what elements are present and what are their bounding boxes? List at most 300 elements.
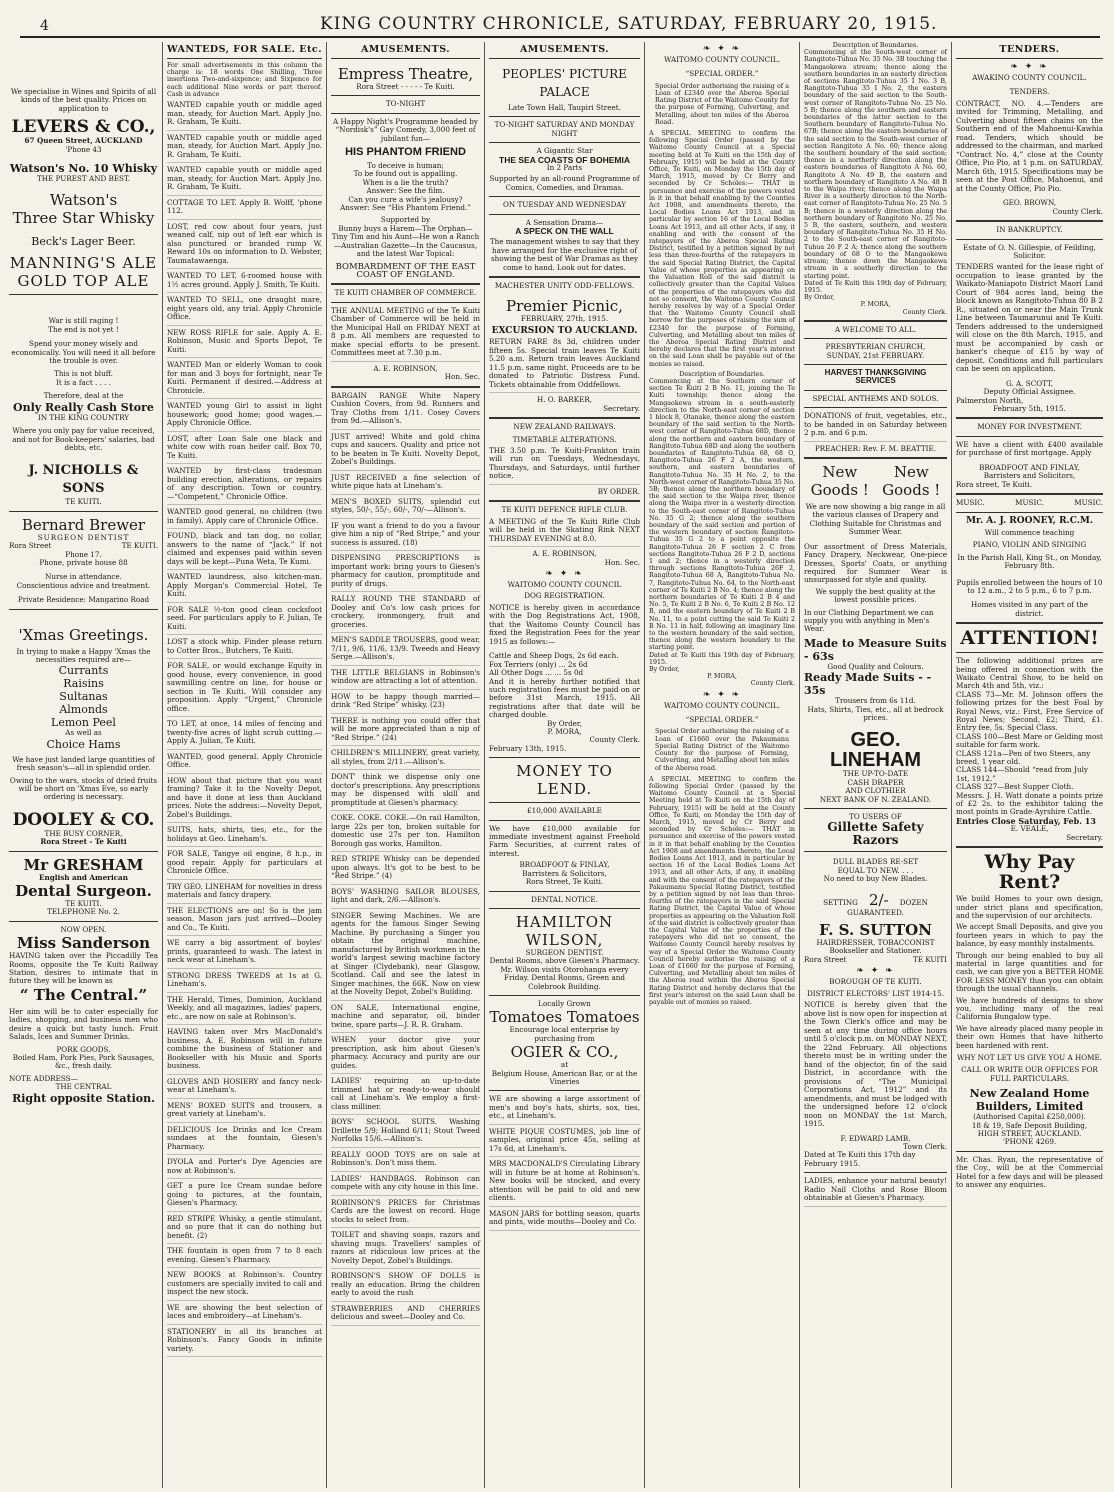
- will-commence: Will commence teaching: [984, 527, 1075, 537]
- dog-county-clerk: County Clerk.: [589, 735, 640, 745]
- wanted-ad-5: WANTED TO LET, 6-roomed house with 1½ acres ground. Apply J. Smith, Te Kuiti.: [167, 272, 322, 293]
- ornament-divider-icon: ❧ ✦ ❧: [545, 569, 584, 580]
- machester-unity: MACHESTER UNITY ODD-FELLOWS.: [494, 281, 635, 291]
- new-row: [804, 463, 947, 481]
- amusements-ad-11: CHILDREN'S MILLINERY, great variety, all styles, from 2/11.—Allison's.: [331, 749, 480, 770]
- money-barristers: Barristers & Solicitors,: [522, 868, 607, 878]
- empress-tonight: TO-NIGHT: [385, 99, 426, 109]
- excursion: EXCURSION TO AUCKLAND.: [491, 325, 638, 336]
- xmas-item-0: Currants: [58, 664, 109, 678]
- tuesday-wednesday: ON TUESDAY AND WEDNESDAY: [503, 200, 626, 210]
- we-accept: We accept Small Deposits, and give you fourteen years in which to pay the balance, by easy monthly instalments.: [956, 922, 1103, 949]
- wanted-ad-9: WANTED young Girl to assist in light housework; good home; good wages.—Apply Chronicle Office.: [167, 402, 322, 432]
- nurse-attendance: Nurse in attendance.: [45, 572, 122, 582]
- found-out: To be found out is appalling.: [353, 169, 458, 179]
- contract-4: CONTRACT, NO. 4.—Tenders are invited for Trimming, Metalling, and Culverting about fifteen chains on the Southern end of the Mahoenui-Kawhia road. Tenders, which should be addressed to the chairman, and marked “Contract No. 4,” close at the County Office, Pio Pio, at 1 p.m. on SATURDAY, March 6th, 1915. Specifications may be seen at the Post Office, Mahoenui, and at the County Office, Pio Pio.: [956, 98, 1103, 193]
- empress-address: Rora Street - - - - - Te Kuiti.: [356, 82, 455, 91]
- no-need: No need to buy New Blades.: [823, 874, 928, 884]
- amusements-ad-14: RED STRIPE Whisky can be depended upon always. It's got to be best to be “Red Stripe.” (4): [331, 855, 480, 885]
- preacher: PREACHER: Rev. F. M. BEATTIE.: [814, 443, 937, 453]
- rifle-robinson: A. E. ROBINSON,: [532, 549, 597, 559]
- wanted-ad-38: STATIONERY in all its branches at Robinson's. Fancy Goods in infinite variety.: [167, 1328, 322, 1358]
- money-investment: MONEY FOR INVESTMENT.: [977, 422, 1082, 432]
- sea-coasts: THE SEA COASTS OF BOHEMIA: [499, 154, 630, 165]
- special-order-1: “SPECIAL ORDER.”: [685, 69, 759, 79]
- already-placed: We have already placed many people in their own Homes that have hitherto been hardened with rent.: [956, 1023, 1103, 1050]
- answer-phantom: Answer: See “His Phantom Friend.”: [340, 203, 471, 213]
- class-1: CLASS 100—Best Mare or Gelding most suitable for farm work.: [956, 731, 1103, 750]
- special-order-1-desc-title: Description of Boundaries.: [679, 370, 765, 378]
- amusements-ad-12: DONT' think we dispense only one doctor's prescriptions. Any prescriptions may be dispensed with skill and promptitude at Giesen's pharmacy.: [331, 773, 480, 811]
- bunny-programme: Bunny buys a Harem—The Orphan—Tiny Tim and his Aunt—He won a Ranch—Australian Gazette—In the Caucasus, and the latest War Topical:: [331, 223, 480, 259]
- in-king-country: IN THE KING COUNTRY: [38, 412, 129, 422]
- amusements-header-2: AMUSEMENTS.: [489, 42, 640, 59]
- money-rora: Rora Street, Te Kuiti.: [525, 877, 604, 887]
- col5-desc-title: Description of Boundaries.: [832, 42, 919, 49]
- dog-mora: P. MORA,: [547, 727, 582, 737]
- tenders-barristers: Barristers and Solicitors,: [983, 471, 1076, 481]
- setting: SETTING: [823, 897, 858, 907]
- where-pay-value: Where you only pay for value received, and not for Book-keepers' salaries, bad debts, etc.: [12, 426, 155, 452]
- train-notice: THE 3.50 p.m. Te Kuiti-Frankton train will run on Tuesdays, Wednesdays, Thursdays, and Saturdays, until further notice.: [489, 447, 640, 485]
- wanted-ad-28: HAVING taken over Mrs MacDonald's business, A. E. Robinson will in future combine the business of Stationer and Bookseller with his Music and Sports business.: [167, 1028, 322, 1075]
- money-to-lend: MONEY TO LEND.: [516, 762, 613, 799]
- barker: H. O. BARKER,: [536, 395, 593, 405]
- just-landed: We have just landed large quantities of fresh season's—all in splendid order.: [12, 754, 155, 773]
- class-0: CLASS 73—Mr. M. Johnson offers the following prizes for the best Foal by Royal News, viz.: First, Free Service of Royal News; Second, £2; Third, £1. Entry fee, 5s. Special Class.: [956, 689, 1103, 733]
- amusements-ad-5: DISPENSING PRESCRIPTIONS is important work: bring yours to Giesen's pharmacy for caution, promptitude and purity of drugs.: [331, 554, 480, 592]
- sensation-drama: A Sensation Drama—: [525, 217, 604, 227]
- wanted-ad-12: WANTED good general, no children (two in family). Apply care of Chronicle Office.: [167, 508, 322, 529]
- sutton-town: TE KUITI: [913, 954, 947, 964]
- wanteds-list: [167, 101, 322, 1357]
- boiled-ham: Boiled Ham, Pork Pies, Pork Sausages, &c., fresh daily.: [12, 1052, 155, 1071]
- special-order-2-intro: Special Order authorising the raising of a Loan of £1660 over the Pakaumanu Special Rating District of the Waitomo County for the purpose of Forming, Culverting, and Metalling about ten miles of the Aberoa road.: [655, 728, 789, 772]
- special-order-1-intro: Special Order authorising the raising of a Loan of £2340 over the Aberoa Special Rating District of the Waitomo County for the purpose of Forming, Culverting, and Metalling, about ten miles of the Aberoa Road.: [655, 82, 789, 126]
- attention-intro: The following additional prizes are being offered in connection with the Waikato Central Show, to be held on March 4th and 5th, viz.:: [956, 656, 1103, 691]
- electors-dated: Dated at Te Kuiti this 17th day February 1915.: [804, 1150, 916, 1168]
- wanted-ad-34: RED STRIPE Whisky, a gentle stimulant, and so pure that it can do nothing but benefit. (2): [167, 1215, 322, 1245]
- empress-theatre: Empress Theatre,: [337, 65, 474, 83]
- scott-date: February 5th, 1915.: [993, 404, 1066, 414]
- column-special-orders: [645, 42, 800, 1488]
- encourage-local: Encourage local enterprise by purchasing from: [509, 1025, 620, 1043]
- column-amusements-right: [485, 42, 645, 1488]
- setting-price: 2/-: [868, 890, 889, 909]
- wanted-ad-4: LOST, red cow about four years, just weaned calf, nip out of left ear which is also punctured or branded rump W. Reward 10s on information to D. Webster, Taumatawaenga.: [167, 223, 322, 270]
- geo-brown: GEO. BROWN,: [1002, 198, 1057, 208]
- levers-intro: We specialise in Wines and Spirits of all kinds of the best quality. Prices on application to: [10, 87, 157, 113]
- amusements-header: AMUSEMENTS.: [331, 42, 480, 59]
- entries-close: Entries Close Saturday, Feb. 13: [956, 815, 1096, 826]
- therefore: Therefore, deal at the: [43, 391, 124, 401]
- is-fact: It is a fact . . . .: [56, 377, 111, 387]
- dooley-address: Rora Street - Te Kuiti: [40, 837, 127, 847]
- amusements-ad-3: MEN'S BOXED SUITS, splendid cut styles, 50/-, 55/-, 60/-, 70/-—Allison's.: [331, 498, 480, 519]
- amusements-ad-18: WHEN your doctor give your prescription, ask him about Giesen's pharmacy. Accuracy and purity are our guides.: [331, 1036, 480, 1074]
- dog-fee-0: Cattle and Sheep Dogs, 2s 6d each.: [489, 651, 619, 661]
- ornament-divider-3-icon: ❧ ✦ ❧: [856, 966, 895, 977]
- palmerston: Palmerston North,: [956, 395, 1024, 405]
- bookseller: Bookseller and Stationer.: [829, 946, 922, 956]
- becks-lager: Beck's Lager Beer.: [31, 235, 136, 249]
- now-showing: We are now showing a big range in all the various classes of Drapery and Clothing Suitable for Christmas and Summer Wear.: [805, 502, 946, 537]
- rifle-club: TE KUITI DEFENCE RIFLE CLUB.: [501, 505, 628, 515]
- tenders-sub: TENDERS.: [1009, 87, 1050, 97]
- goods-2: Goods !: [882, 481, 941, 500]
- when-lie: When is a lie the truth?: [362, 177, 449, 187]
- dog-also: And it is hereby further notified that such registration fees must be paid on or before 31st March, 1915. All registrations after that date will be charged double.: [489, 676, 640, 720]
- wanted-ad-8: WANTED Man or elderly Woman to cook for man and 3 boys for fortnight, near Te Kuiti. Permanent if desired.—Address at Chronicle.: [167, 361, 322, 399]
- hamilton-wilson: HAMILTON WILSON,: [515, 912, 614, 949]
- amusements-ad-22: LADIES' HANDBAGS. Robinson can compete with any city house in this line.: [331, 1175, 480, 1196]
- col3-small-ads: [489, 1095, 640, 1231]
- up-to-date: THE UP-TO-DATE: [842, 769, 909, 779]
- special-order-2-body: A SPECIAL MEETING to confirm the following Special Order (passed by the Waitomo County Council at a Special Meeting held at Te Kuiti on the 15th day of February, 1915) will be held at the County Office, Te Kuiti, on Monday the 15th day of March, 1915, moved by Cr Berry and seconded by Cr Scholes:— THAT in pursuance and exercise of the powers vested in it in that behalf enabling by the Counties Act 1908 and amendments thereto, the Local Bodies Loans Act 1913, and in particular by section 16 of the Local Bodies Loans Act 1913, and all other Acts, if any, it enabling and with the consent of the ratepayers of the Pakaumanu Special Rating District, testified by a petition signed by not less than three-fourths of the ratepayers in the said Special Rating District, the Capital Value of whose properties as appearing on the Valuation Roll of the said district is collectively greater than the Capital Value of the properties of the ratepayers who did not so consent, the Waitomo County Council hereby resolves by way of a Special Order the Waitomo County Council hereby authorise the raising of a Loan of £1660 for the purpose of Forming, Culverting, and Metalling about ten miles of the Aberoa road within the Aberoa Special Rating District and hereby declares that the first year's interest on the said Loan shall be payable out of monies so raised.: [649, 775, 795, 1006]
- amusements-ad-9: HOW to be happy though married—drink “Red Stripe” whisky. (23): [331, 693, 480, 714]
- busy-corner: THE BUSY CORNER,: [44, 828, 123, 838]
- amusements-small-ads: [331, 392, 480, 1326]
- gresham-telephone: TELEPHONE No. 2.: [47, 907, 120, 917]
- nz-railways: NEW ZEALAND RAILWAYS.: [513, 422, 616, 432]
- wanted-ad-19: WANTED, good general. Apply Chronicle Office.: [167, 753, 322, 774]
- xmas-intro: In trying to make a Happy 'Xmas the necessities required are—: [16, 646, 151, 664]
- chamber-hon-sec: Hon. Sec.: [444, 372, 480, 382]
- xmas-item-4: Lemon Peel: [51, 716, 116, 730]
- amusements-ad-23: ROBINSON'S PRICES for Christmas Cards are the lowest on record. Huge stocks to select from.: [331, 1199, 480, 1229]
- tomatoes: Tomatoes Tomatoes: [489, 1008, 640, 1027]
- wanted-ad-16: LOST a stock whip. Finder please return to Cotter Bros., Butchers, Te Kuiti.: [167, 638, 322, 659]
- rooney: Mr. A. J. ROONEY, R.C.M.: [966, 515, 1093, 526]
- amusements-ad-17: ON SALE, International engine, machine and separator, oil, binder twine, spare parts—J. R. R. Graham.: [331, 1004, 480, 1034]
- two-parts: In 2 Parts: [546, 163, 583, 173]
- special-order-1-mora: P. MORA,: [707, 673, 737, 681]
- awakino: AWAKINO COUNTY COUNCIL.: [972, 73, 1087, 82]
- dog-by-order: By Order,: [547, 718, 582, 728]
- music-1: MUSIC.: [956, 498, 985, 508]
- amusements-ad-1: JUST arrived! White and gold china cups and saucers. Quality and price not to be beaten in Te Kuiti. Novelty Depot, Zobel's Buildings.: [331, 433, 480, 471]
- best-quality: We supply the best quality at the lowest possible prices.: [815, 586, 936, 605]
- amusements-ad-6: RALLY ROUND THE STANDARD of Dooley and Co's low cash prices for crockery, ironmongery, fruit and groceries.: [331, 595, 480, 633]
- col3-ad-1: WHITE PIQUE COSTUMES, job line of samples, original price 45s, selling at 17s 6d, at Lineham's.: [489, 1128, 640, 1158]
- wanted-ad-3: COTTAGE TO LET. Apply B. Wolff, 'phone 112.: [167, 199, 322, 220]
- welcome-all: A WELCOME TO ALL.: [834, 324, 917, 334]
- wanted-ad-30: MENS' BOXED SUITS and trousers, a great variety at Lineham's.: [167, 1102, 322, 1123]
- nicholls-tekuiti: TE KUITI.: [65, 497, 102, 507]
- wanteds-rates: For small advertisements in this column the charge is: 18 words One Shilling, Three insertions Two-and-sixpence; and Sixpence for each additional Nine words or part thereof. Cash in advance: [167, 62, 322, 98]
- and-clothier: AND CLOTHIER: [845, 786, 906, 796]
- column-left-ads: [5, 42, 163, 1488]
- waitomo-special-1: WAITOMO COUNTY COUNCIL.: [664, 55, 780, 64]
- tenders-header: TENDERS.: [956, 42, 1103, 59]
- purest-best: THE PUREST AND BEST.: [36, 174, 131, 184]
- special-order-1-by-order: By Order,: [649, 666, 680, 674]
- ogier-co: OGIER & CO.,: [510, 1043, 619, 1062]
- gillette: Gillette Safety Razors: [827, 820, 924, 848]
- wilson-visits: Mr. Wilson visits Otorohanga every Friday. Dental Rooms, Green and Colebrook Building.: [500, 964, 629, 991]
- speck-on-wall: A SPECK ON THE WALL: [515, 226, 614, 237]
- col3-ad-0: WE are showing a large assortment of men's and boy's hats, shirts, sox, ties, etc., at Lineham's.: [489, 1095, 640, 1125]
- next-bank: NEXT BANK OF N. ZEALAND.: [819, 794, 932, 804]
- amusements-ad-26: STRAWBERRIES AND CHERRIES delicious and sweet—Dooley and Co.: [331, 1305, 480, 1326]
- client-400: WE have a client with £400 available for purchase of first mortgage. Apply: [956, 439, 1103, 458]
- amusements-ad-10: THERE is nothing you could offer that will be more appreciated than a nip of “Red Stripe.” (24): [331, 717, 480, 747]
- sunday: SUNDAY, 21st FEBRUARY.: [826, 350, 925, 360]
- pork-goods: PORK GOODS.: [56, 1044, 111, 1054]
- wanted-ad-13: FOUND, black and tan dog, no collar, answers to the name of “Jack.” If not claimed and expenses paid within seven days will be kept—Puna Weta, Te Kumi.: [167, 532, 322, 570]
- new-1: New: [822, 463, 858, 482]
- col5-mora: P. MORA,: [860, 301, 891, 309]
- wanted-ad-26: STRONG DRESS TWEEDS at 1s at G. Lineham's.: [167, 972, 322, 993]
- xmas-greetings: 'Xmas Greetings.: [18, 625, 149, 644]
- equal-new: EQUAL TO NEW. . . .: [837, 865, 914, 875]
- phantom-friend: HIS PHANTOM FRIEND: [345, 146, 466, 159]
- pupils: Pupils enrolled between the hours of 10 to 12 a.m., 2 to 5 p.m., 6 to 7 p.m.: [956, 577, 1103, 595]
- wanted-ad-27: THE Herald, Times, Dominion, Auckland Weekly, and all magazines, ladies' papers, etc., are now on sale at Robinson's.: [167, 996, 322, 1026]
- donations: DONATIONS of fruit, vegetables, etc., to be handed in on Saturday between 2 p.m. and 6 p.m.: [804, 412, 947, 442]
- anthems: SPECIAL ANTHEMS AND SOLOS.: [812, 393, 939, 403]
- rifle-hon-sec: Hon. Sec.: [604, 557, 640, 567]
- nicholls-sons: J. NICHOLLS & SONS: [28, 463, 139, 497]
- wanted-ad-17: FOR SALE, or would exchange Equity in good house, every convenience, in good sawmilling centre on line, for house or section in Te Kuiti. Will consider any proposition. Apply “Urgent,” Chronicle office.: [167, 662, 322, 717]
- why-not: WHY NOT LET US GIVE YOU A HOME.: [956, 1053, 1103, 1062]
- the-central: “ The Central.”: [19, 985, 148, 1004]
- wanted-ad-22: FOR SALE, Tangye oil engine, 8 h.p., in good repair. Apply for particulars at Chronicle Office.: [167, 850, 322, 880]
- premier-picnic: Premier Picnic,: [506, 296, 623, 315]
- music-3: MUSIC.: [1074, 498, 1103, 508]
- dooley-co: DOOLEY & CO.: [12, 809, 155, 830]
- amusements-ad-25: ROBINSON'S SHOW OF DOLLS is really an education. Bring the children early to avoid the rush: [331, 1272, 480, 1302]
- wanted-ad-33: GET a pure Ice Cream sundae before going to pictures, at the fountain, Giesen's Pharmacy.: [167, 1182, 322, 1212]
- xmas-item-1: Raisins: [63, 677, 104, 691]
- money-body: We have £10,000 available for immediate investment against Freehold Farm Securities, at current rates of interest.: [489, 823, 640, 858]
- builders-phone: 'PHONE 4269.: [1002, 1137, 1057, 1147]
- amusements-ad-2: JUST RECEIVED a fine selection of white pique hats at Lineham's.: [331, 474, 480, 495]
- sutton-street: Rora Street: [804, 954, 847, 964]
- wanted-ad-10: LOST, after Loan Sale one black and white cow with roan heifer calf. Box 70, Te Kuiti.: [167, 435, 322, 465]
- watsons-10: Watson's No. 10 Whisky: [9, 162, 158, 176]
- amusements-ad-21: REALLY GOOD TOYS are on sale at Robinson's. Don't miss them.: [331, 1151, 480, 1172]
- column-amusements-left: [327, 42, 485, 1488]
- to-users: TO USERS OF: [849, 812, 902, 821]
- surgeon-dentist: SURGEON DENTIST: [37, 532, 130, 542]
- electors-list: DISTRICT ELECTORS' LIST 1914-15.: [807, 988, 944, 998]
- bombardment: BOMBARDMENT OF THE EAST COAST OF ENGLAND.: [335, 261, 476, 280]
- wanted-ad-7: NEW ROSS RIFLE for sale. Apply A. E. Robinson, Music and Sports Depot, Te Kuiti.: [167, 329, 322, 359]
- hairdresser: HAIRDRESSER, TOBACCONIST: [816, 938, 935, 948]
- amusements-ad-8: THE LITTLE BELGIANS in Robinson's window are attracting a lot of attention.: [331, 669, 480, 690]
- private-residence: Private Residence: Mangarino Road: [17, 595, 150, 605]
- dog-notice: NOTICE is hereby given in accordance with the Dog Registrations Act, 1908, that the Waitomo County Council has fixed the Registration Fees for the year 1915 as follows:—: [489, 602, 640, 646]
- guaranteed: GUARANTEED.: [847, 907, 904, 917]
- fs-sutton: F. S. SUTTON: [819, 921, 932, 940]
- her-aim: Her aim will be to cater especially for ladies, shopping, and business men who desire a quick but tasty lunch. Fruit Salads, Ices and Summer Drinks.: [9, 1006, 158, 1042]
- parish-hall: In the Parish Hall, King St., on Monday, February 8th.: [957, 552, 1102, 571]
- special-order-1-body: A SPECIAL MEETING to confirm the following Special Order (passed by the Waitomo County Council at a Special meeting held at Te Kuiti on the 15th day of February, 1915) will be held at the County Office, Te Kuiti, on Monday the 15th day of March, 1915, moved by Cr Berry and seconded by Cr Scholes:— THAT in pursuance and exercise of the powers vested in it in that behalf enabling by the Counties Act 1908, and amendments thereto, the Local Bodies Loans Act 1913, and in particular by section 16 of the Local Bodies Loans Act 1913, and all other Acts, if any, it enabling and with the consent of the ratepayers of the Aberoa Special Rating District, testified by a petition signed by not less than three-fourths of the ratepayers in the said Special Rating District, the Capital Value of whose properties as appearing on the Valuation Roll of the said district is collectively greater than the Capital Values of the properties of the ratepayers who did not so consent, the Waitomo County Council hereby resolves by way of a Special Order that the Waitomo County Council shall borrow for the purposes of raising the sum of £2340 for the purpose of Forming, Culverting, and Metalling about ten miles of the Aberoa Special Rating District and hereby declares that the first year's interest on the said Loan shall be payable out of the monies so raised.: [649, 130, 795, 368]
- col3-ad-2: MRS MACDONALD'S Circulating Library will in future be at home at Robinson's. New books will be stocked, and every attention will be paid to old and new clients.: [489, 1160, 640, 1207]
- dull-blades: DULL BLADES RE-SET: [832, 857, 919, 867]
- good-quality: Good Quality and Colours.: [827, 661, 924, 671]
- war-raging: War is still raging !: [48, 316, 119, 326]
- col5-dated: Dated at Te Kuiti this 19th day of February, 1915.: [804, 279, 947, 294]
- clothing-dept: In our Clothing Department we can supply you with anything in Men's Wear.: [804, 607, 934, 634]
- choice-hams: Choice Hams: [46, 737, 121, 751]
- setting-row: [804, 890, 947, 909]
- barker-secretary: Secretary.: [603, 403, 640, 413]
- we-build: We build Homes to your own design, under strict plans and specification, and the supervision of our architects.: [956, 894, 1103, 920]
- veale: E. VEALE,: [1010, 824, 1049, 834]
- answer-film: Answer: See the film.: [366, 186, 445, 196]
- chamber-of-commerce: TE KUITI CHAMBER OF COMMERCE.: [334, 288, 477, 298]
- special-order-1-clerk: County Clerk.: [750, 680, 795, 688]
- edward-lamb: F. EDWARD LAMB,: [840, 1133, 911, 1143]
- trousers: Trousers from 6s 11d.: [835, 696, 916, 706]
- palace-tonight: TO-NIGHT SATURDAY AND MONDAY NIGHT: [494, 120, 635, 138]
- gold-top-ale: GOLD TOP ALE: [17, 272, 150, 291]
- wanted-ad-6: WANTED TO SELL, one draught mare, eight years old, any trial. Apply Chronicle Office.: [167, 296, 322, 326]
- col5-desc: Commencing at the South-west corner of Rangitoto-Tuhua No. 35 No. 3B touching the Mangaokewa stream; thence along the southern boundaries in an easterly direction of sections Rangitoto-Tuhua 35 1 No. 3 B, Rangitoto-Tuhua 35 I No. 2, the eastern boundary of the said section to the South-west corner of Rangitoto-Tuhua No. 25 No. 5 B; thence along the southern and eastern boundaries of the latter section to the Southern boundary of Rangitoto-Tuhua No. 67B; thence along the eastern boundaries of the said section to the South-west corner of section Rangitoto A No. 60; thence along the southern boundary of the said section; thence in a northerly direction along the eastern boundaries of Rangitoto A No. 60, Rangitoto A No. 49 B, the eastern and northern boundary of Rangitoto A No. 48 B to the Waipa river, thence along the Waipa River in a southerly direction to the North-east corner of Rangitoto-Tuhua No. 25 No. 5 B; thence in a westerly direction along the northern boundary of Rangitoto No. 25 No. 5 B, the eastern, southern, and western boundary of Rangitoto-Tuhua No. 35 H No. 2 to the South-east corner of Rangitoto-Tuhua 26 F 2 A; thence along the southern boundary of 68 O to the Mangaokewa stream; thence down the Mangaokewa stream in a southerly direction to the starting point.: [804, 49, 947, 280]
- class-5: Messrs. J. H. Watt donate a points prize of £2 2s. to the exhibitor taking the most points in Grade-Ayrshire Cattle.: [956, 790, 1103, 817]
- class-3: CLASS 144—Should “read from July 1st, 1912.”: [956, 765, 1088, 783]
- wanted-ad-20: HOW about that picture that you want framing? Take it to the Novelty Depot, and have it done at less than Auckland prices. Note the address:—Novelty Depot, Zobel's Buildings.: [167, 777, 322, 824]
- right-opposite: Right opposite Station.: [12, 1091, 155, 1105]
- brewer-town: TE KUITI.: [121, 541, 158, 551]
- spend-wisely: Spend your money wisely and economically. You will need it all before the trouble is over.: [11, 339, 156, 366]
- music-2: MUSIC.: [1015, 498, 1044, 508]
- electors-notice: NOTICE is hereby given that the above list is now open for inspection at the Town Clerk's office and may be seen at any time during office hours until 5 o'clock p.m. on MONDAY NEXT, the 22nd February. All objections thereto must be in writing under the hand of the objector, fin of the said District, in accordance with the provisions of “The Municipal Corporations Act, 1912” and its amendments, and must be lodged with the undersigned before 12 o'clock noon on MONDAY the 1st March, 1915.: [804, 1000, 947, 1129]
- wanted-ad-35: THE fountain is open from 7 to 8 each evening. Giesen's Pharmacy.: [167, 1247, 322, 1268]
- music-row: [956, 499, 1103, 507]
- palace-hall: Late Town Hall, Taupiri Street.: [508, 103, 621, 112]
- assignee: Deputy Official Assignee.: [983, 387, 1076, 397]
- deceive: To deceive is human;: [367, 161, 444, 171]
- class-2: CLASS 121a—Pen of two Steers, any breed, 1 year old.: [956, 748, 1091, 767]
- having-taken-tearooms: HAVING taken over the Piccadilly Tea Rooms, opposite the Te Kuiti Railway Station, desires to intimate that in future they will be known as: [9, 951, 158, 986]
- borough: BOROUGH OF TE KUITI.: [829, 977, 922, 987]
- column-tenders: [952, 42, 1107, 1488]
- levers-phone: 'Phone 43: [65, 144, 102, 154]
- special-order-2: “SPECIAL ORDER.”: [685, 715, 759, 725]
- amusements-ad-16: SINGER Sewing Machines. We are agents for the famous Singer Sewing Machine. By purchasing a Singer you obtain the original machine, manufactured by British workmen in the world's largest sewing machine factory at Singer (Clydebank), near Glasgow, Scotland. Call and see the latest in Singer machines, the 66K. Now on view at the Novelty Depot, Zobel's Building.: [331, 912, 480, 1001]
- gresham-tekuiti: TE KUITI.: [65, 899, 102, 909]
- wanted-ad-15: FOR SALE ½-ton good clean cocksfoot seed. For particulars apply to F. Julian, Te Kuiti.: [167, 606, 322, 636]
- presbyterian: PRESBYTERIAN CHURCH,: [825, 342, 926, 352]
- new-2: New: [893, 463, 929, 482]
- dog-date: February 13th, 1915.: [489, 743, 567, 753]
- nz-home-builders: New Zealand Home Builders, Limited: [969, 1087, 1090, 1114]
- ladies-beauty: LADIES, enhance your natural beauty! Radio Nail Cloths and Rose Bloom obtainable at Giesen's Pharmacy.: [804, 1177, 947, 1207]
- amusements-ad-13: COKE. COKE. COKE.—On rail Hamilton, large 22s per ton, broken suitable for domestic use 27s per ton. Hamilton Borough gas works, Hamilton.: [331, 814, 480, 852]
- wanted-ad-0: WANTED capable youth or middle aged man, steady, for Auction Mart. Apply Jno. R. Graham, Te Kuiti.: [167, 101, 322, 131]
- special-order-1-desc: Commencing at the Southern corner of section Te Kuiti 2 B No. 11, joining the Te Kuiti township; thence along the Mangaokewa stream in a south-easterly direction to the North-east corner of section 1 block 8, Otanake, thence along the eastern boundary of the said section to the North-west corner of Rangitoto-Tuhua 68D, thence along the northern and eastern boundary of Rangitoto-Tuhua 68D and along the southern boundaries of Rangitoto-Tuhua 68, 68 O, Rangitoto-Tuhua 26 F 2 A, the western, southern, and eastern boundaries of Rangitoto-Tuhua No. 35 H No. 2, to the North-west corner of Rangitoto-Tuhua 35 No. 5B; thence along the northern boundary of the said section to the Waipa river, thence along the Waipa river in a westerly direction to the South-east corner of Rangitoto-Tuhua No. 35 G 2; thence along the southern boundary of the said section and portion of the western boundary of section Rangitoto-Tuhua 35 G 2 to a point opposite the Rangitoto-Tuhua 26 F section 2 C from sections Rangitoto-Tuhua 26 F 2 D, sections 1 and 2; thence in a westerly direction through sections Rangitoto-Tuhua 26F 2, Rangitoto-Tuhua 68 A, Rangitoto-Tuhua No. 7, Rangitoto-Tuhua No. 64, to the North-east corner of Te Kuiti 2 B No. 4; thence along the northern boundaries of Te Kuiti 2 B 4 and No. 5, Te Kuiti 2 B No. 6, Te Kuiti 2 B No. 12 B, and the eastern boundary of Te Kuiti 2 B No. 11, to a point cutting the said Te Kuiti 2 B No. 11 in half, following an imaginary line to the western boundary of the said section, thence along the western boundary to the starting point.: [649, 377, 795, 652]
- col5-by-order: By Order,: [804, 294, 835, 302]
- mannings-ale: MANNING'S ALE: [9, 254, 158, 273]
- waitomo-special-2: WAITOMO COUNTY COUNCIL.: [664, 700, 780, 710]
- wanted-ad-24: THE ELECTIONS are on! So is the jam season. Mason jars just arrived—Dooley and Co., Te Kuiti.: [167, 907, 322, 937]
- authorised-capital: (Authorised Capital £250,000).: [973, 1112, 1086, 1122]
- masthead: [20, 10, 1100, 38]
- wanted-ad-25: WE carry a big assortment of boyles' prints, guaranteed to wash. The latest in neck wear at Lineham's.: [167, 939, 322, 969]
- belgium-house: Belgium House, American Bar, or at the Vineries: [491, 1068, 638, 1086]
- newspaper-title: KING COUNTRY CHRONICLE, SATURDAY, FEBRUARY 20, 1915.: [320, 14, 938, 34]
- wanted-ad-1: WANTED capable youth or middle aged man, steady, for Auction Mart. Apply Jno. R. Graham, Te Kuiti.: [167, 134, 322, 164]
- amusements-ad-0: BARGAIN RANGE White Napery Cushion Covers, from 9d. Runners and Tray Cloths from 1/11. Cosey Covers from 9d.—Allison's.: [331, 392, 480, 430]
- col3-ad-3: MASON JARS for bottling season, quarts and pints, wide mouths—Dooley and Co.: [489, 1210, 640, 1231]
- dog-fee-2: All Other Dogs ... ... 5s 0d: [489, 668, 584, 678]
- ogier-at: at: [560, 1060, 569, 1070]
- gigantic-star: A Gigantic Star: [536, 146, 593, 156]
- geo-lineham: GEO. LINEHAM: [829, 729, 922, 772]
- money-broadfoot: BROADFOOT & FINLAY,: [519, 860, 610, 870]
- conscientious: Conscientious advice and treatment.: [16, 580, 151, 590]
- return-fare: RETURN FARE 8s 3d, children under fifteen 5s. Special train leaves Te Kuiti 5.20 a.m. Return train leaves Auckland 11.5 p.m. same night. Proceeds are to be donated to Patriotic Distress Fund. Tickets obtainable from Oddfellows.: [489, 338, 640, 393]
- chamber-robinson: A. E. ROBINSON,: [373, 363, 438, 373]
- watsons-heading: Watson's: [49, 191, 118, 210]
- peoples-picture-palace: PEOPLES' PICTURE PALACE: [502, 67, 627, 99]
- wanted-ad-32: DYOLA and Porter's Dye Agencies are now at Robinson's.: [167, 1158, 322, 1179]
- ornament-tenders-icon: ❧ ✦ ❧: [1010, 62, 1049, 72]
- levers-name: LEVERS & CO.,: [11, 117, 156, 138]
- col5-clerk: County Clerk.: [902, 308, 947, 316]
- locally-grown: Locally Grown: [538, 998, 591, 1008]
- column-boundaries-drapery: [800, 42, 952, 1488]
- veale-secretary: Secretary.: [1066, 832, 1103, 842]
- happy-night: A Happy Night's Programme headed by “Nordisk's” Gay Comedy, 3,000 feet of jubilant fun—: [333, 116, 478, 143]
- page-number: 4: [40, 18, 49, 34]
- levers-address: 67 Queen Street, AUCKLAND: [24, 136, 143, 146]
- assortment: Our assortment of Dress Materials, Fancy Drapery, Neckwear, One-piece Dresses, Sports' Coats, or anything required for Summer Wear is unsurpassed for style and quality.: [804, 541, 947, 585]
- builders-address: 18 & 19, Safe Deposit Building,: [971, 1120, 1088, 1130]
- wanted-ad-21: SUITS, hats, shirts, ties, etc., for the holidays at Geo. Lineham's.: [167, 826, 322, 847]
- brown-clerk: County Clerk.: [1052, 206, 1103, 216]
- chas-ryan: Mr. Chas. Ryan, the representative of the Coy., will be at the Commercial Hotel for a few days and will be pleased to answer any enquiries.: [956, 1154, 1103, 1190]
- bernard-brewer: Bernard Brewer: [21, 515, 146, 534]
- gresham: Mr GRESHAM: [23, 855, 144, 874]
- palace-supported: Supported by an all-round Programme of Comics, Comedies, and Dramas.: [489, 174, 640, 192]
- amusements-ad-20: BOYS' SCHOOL SUITS. Washing Drillette 5/9; Holland 6/11; Stout Tweed Norfolks 15/6.—Allison's.: [331, 1118, 480, 1148]
- high-street: HIGH STREET, AUCKLAND.: [977, 1129, 1082, 1139]
- wanted-ad-11: WANTED by first-class tradesman building erection, alterations, or repairs of any description. Town or country.—“Competent,” Chronicle Office.: [167, 467, 322, 505]
- wanted-ad-2: WANTED capable youth or middle aged man, steady, for Auction Mart. Apply Jno. R. Graham, Te Kuiti.: [167, 166, 322, 196]
- dog-registration: DOG REGISTRATION.: [524, 591, 605, 601]
- ready-suits: Ready Made Suits - - 35s: [804, 671, 932, 698]
- xmas-item-2: Sultanas: [59, 690, 108, 704]
- wanted-ad-36: NEW BOOKS at Robinson's. Country customers are specially invited to call and inspect the new stock.: [167, 1271, 322, 1301]
- measure-suits: Made to Measure Suits - 63s: [804, 636, 947, 663]
- hats-shirts: Hats, Shirts, Ties, etc., all at bedrock prices.: [807, 704, 944, 722]
- brewer-phone: Phone 17.: [65, 549, 102, 559]
- wanted-ad-29: GLOVES AND HOSIERY and fancy neck-wear at Lineham's.: [167, 1078, 322, 1099]
- amusements-ad-15: BOYS' WASHING SAILOR BLOUSES, light and dark, 2/6.—Allison's.: [331, 888, 480, 909]
- english-american: English and American: [39, 872, 128, 882]
- cash-draper: CASH DRAPER: [847, 777, 904, 787]
- waitomo-council-dog: WAITOMO COUNTY COUNCIL: [507, 580, 622, 590]
- column-wanteds: [163, 42, 327, 1488]
- rifle-meeting: A MEETING of the Te Kuiti Rifle Club will be held in the Skating Rink NEXT THURSDAY EVENING at 8.0.: [489, 518, 640, 548]
- homes-visited: Homes visited in any part of the district.: [970, 600, 1089, 618]
- brewer-street: Rora Street: [9, 541, 52, 551]
- amusements-ad-4: IF you want a friend to do you a favour give him a nip of “Red Stripe,” and your success is assured. (18): [331, 522, 480, 552]
- dental-notice: DENTAL NOTICE.: [531, 894, 598, 904]
- cash-store: Only Really Cash Store: [13, 400, 154, 414]
- lease-tenders: TENDERS wanted for the lease right of occupation to lease granted by the Waikato-Maniapoto District Maori Land Court of 984 acres land, being the block known as Rangitoto-Tuhua 80 B 2 R., situated on or near the Main Trunk Line between Taumarunui and Te Kuiti. Tenders addressed to the undersigned will close on the 8th March, 1915, and must be accompanied by cash or banker's cheque of £15 by way of deposit. Conditions and full particulars can be seen on application.: [956, 262, 1103, 374]
- supported-by: Supported by: [380, 215, 431, 225]
- through-buying: Through our being enabled to buy all material in large quantities and for cash, we can give you a BETTER HOME FOR LESS MONEY than you can obtain through the usual channels.: [956, 950, 1103, 994]
- central-address: THE CENTRAL: [55, 1082, 112, 1092]
- three-star-whisky: Three Star Whisky: [12, 209, 155, 228]
- amusements-ad-24: TOILET and shaving soaps, razors and shaving mugs. Travellers' samples of razors at ridiculous low prices at the Novelty Depot, Zobel's Buildings.: [331, 1231, 480, 1269]
- ornament-divider-2-icon: ❧ ✦ ❧: [702, 689, 742, 700]
